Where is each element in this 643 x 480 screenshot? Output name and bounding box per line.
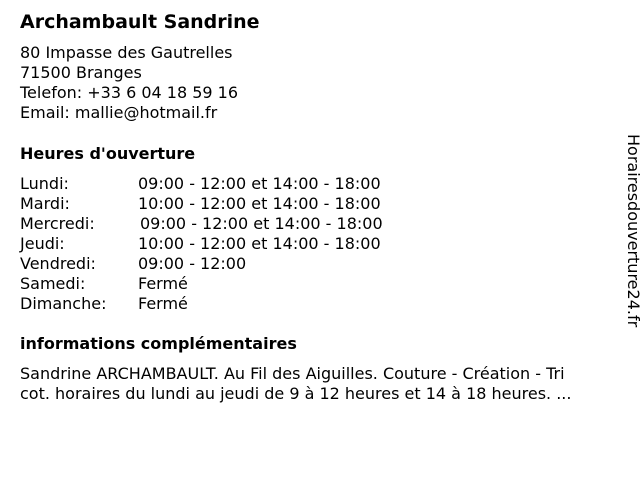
site-watermark: Horairesdouverture24.fr — [624, 134, 643, 328]
day-label: Dimanche: — [20, 294, 107, 313]
day-hours: 09:00 - 12:00 — [138, 254, 247, 273]
day-label: Samedi: — [20, 274, 86, 293]
phone-number[interactable]: Telefon: +33 6 04 18 59 16 — [20, 83, 239, 102]
day-label: Vendredi: — [20, 254, 96, 273]
day-hours: 10:00 - 12:00 et 14:00 - 18:00 — [138, 234, 381, 253]
day-label: Mercredi: — [20, 214, 95, 233]
address-street: 80 Impasse des Gautrelles — [20, 43, 233, 62]
email-address[interactable]: Email: mallie@hotmail.fr — [20, 103, 218, 122]
day-hours: Fermé — [138, 294, 188, 313]
day-hours: 09:00 - 12:00 et 14:00 - 18:00 — [140, 214, 383, 233]
hours-heading: Heures d'ouverture — [20, 144, 196, 163]
info-line-1: Sandrine ARCHAMBAULT. Au Fil des Aiguilles. Couture - Création - Tri — [20, 364, 565, 383]
day-label: Mardi: — [20, 194, 70, 213]
business-name: Archambault Sandrine — [20, 11, 260, 33]
day-hours: 09:00 - 12:00 et 14:00 - 18:00 — [138, 174, 381, 193]
day-label: Jeudi: — [20, 234, 65, 253]
info-line-2: cot. horaires du lundi au jeudi de 9 à 12 heures et 14 à 18 heures. ... — [20, 384, 572, 403]
info-description — [20, 364, 620, 404]
contact-block — [20, 43, 238, 123]
day-hours: 10:00 - 12:00 et 14:00 - 18:00 — [138, 194, 381, 213]
info-heading: informations complémentaires — [20, 334, 297, 353]
day-hours: Fermé — [138, 274, 188, 293]
address-city: 71500 Branges — [20, 63, 142, 82]
day-label: Lundi: — [20, 174, 69, 193]
